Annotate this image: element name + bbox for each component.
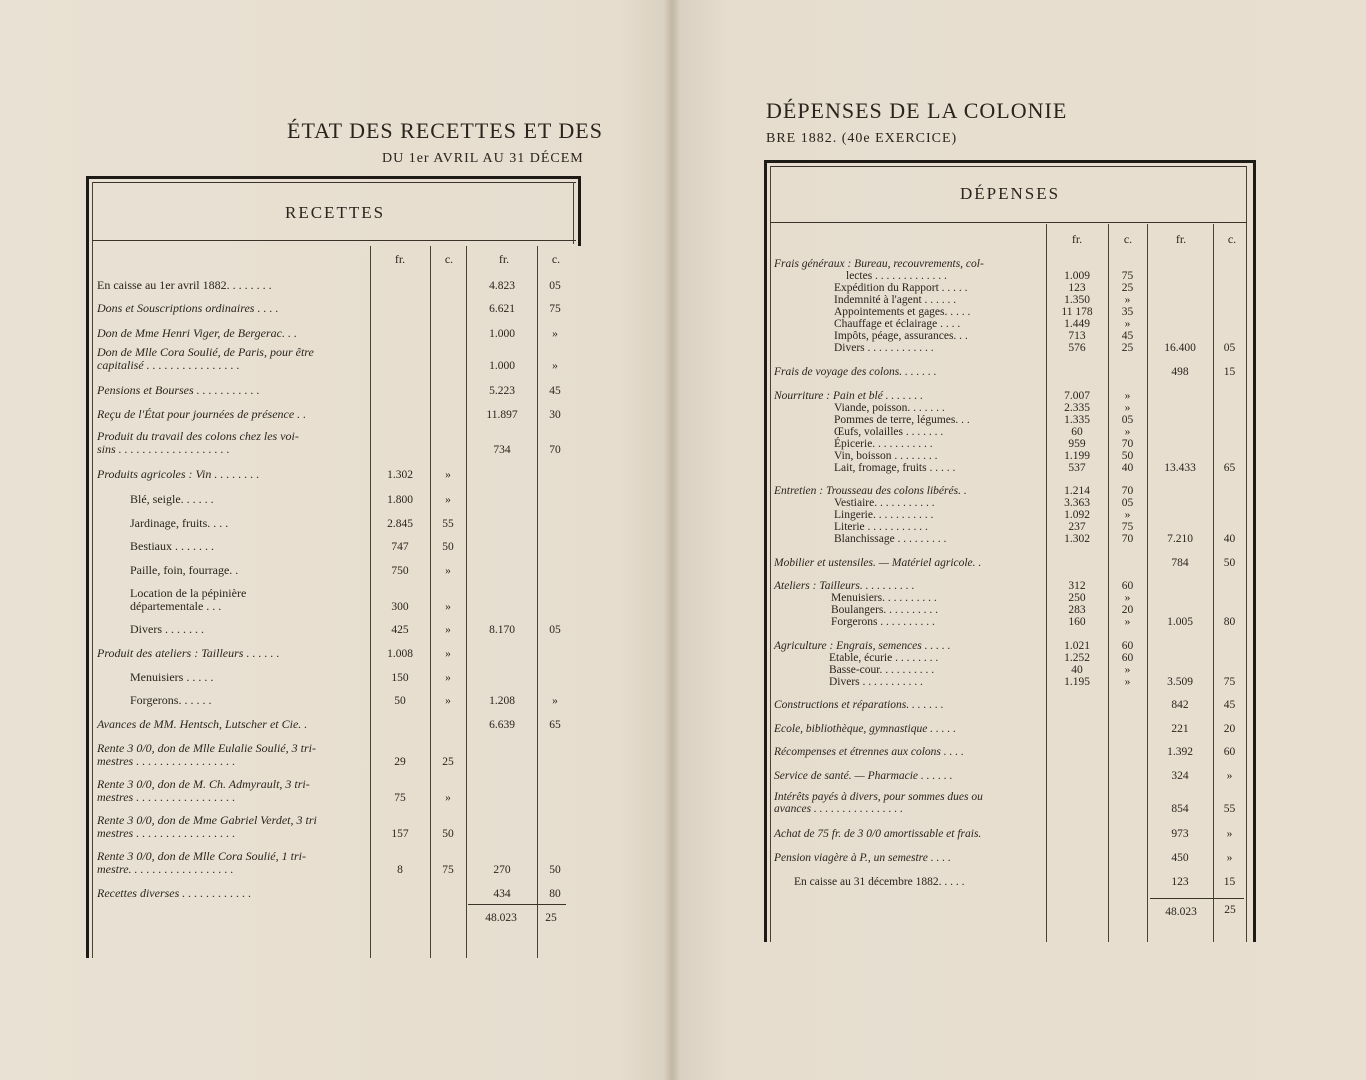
left-row-fr1: 157 — [391, 828, 409, 840]
right-row-label: Ecole, bibliothèque, gymnastique . . . . . — [774, 723, 957, 735]
left-row-fr1: 8 — [397, 864, 403, 876]
right-row-label: Chauffage et éclairage . . . . — [834, 318, 961, 330]
right-row-label: En caisse au 31 décembre 1882. . . . . — [794, 876, 965, 888]
right-row-c2: 80 — [1223, 616, 1236, 628]
right-row-c1: 60 — [1121, 652, 1134, 664]
left-row-label: capitalisé . . . . . . . . . . . . . . . . — [97, 358, 240, 372]
left-row-c1: 50 — [442, 828, 454, 840]
right-row-fr1: 1.092 — [1064, 509, 1090, 521]
left-row-label: Rente 3 0/0, don de Mlle Eulalie Soulié, 3 tri- — [97, 741, 316, 755]
left-row-label: En caisse au 1er avril 1882. . . . . . . . — [97, 278, 272, 292]
right-row-label: Basse-cour. . . . . . . . . . — [829, 664, 935, 676]
left-row-fr2: 434 — [493, 888, 511, 900]
right-row-fr1: 1.335 — [1064, 414, 1090, 426]
right-row-label: Récompenses et étrennes aux colons . . . . — [774, 746, 964, 758]
right-row-c2: » — [1226, 770, 1233, 782]
right-row-c2: 55 — [1223, 803, 1236, 815]
right-row-c1: 05 — [1121, 497, 1134, 509]
right-row-c2: 50 — [1223, 557, 1236, 569]
right-row-label: avances . . . . . . . . . . . . . . . . — [774, 803, 904, 815]
right-row-fr1: 11 178 — [1061, 306, 1093, 318]
left-row-c1: » — [445, 672, 451, 684]
left-row-fr1: 75 — [394, 792, 406, 804]
left-row-label: Forgerons. . . . . . — [130, 693, 212, 707]
depenses-total-rule — [1150, 898, 1244, 899]
right-row-c2: 45 — [1223, 699, 1236, 711]
left-row-c2: 05 — [549, 624, 561, 636]
left-row-fr2: 4.823 — [489, 280, 515, 292]
right-row-c1: 25 — [1121, 282, 1134, 294]
left-row-fr1: 1.302 — [387, 469, 413, 481]
right-row-label: Appointements et gages. . . . . — [834, 306, 971, 318]
recettes-col-c-2: c. — [551, 252, 561, 266]
left-row-fr2: 5.223 — [489, 385, 515, 397]
left-row-label: Menuisiers . . . . . — [130, 670, 214, 684]
right-row-fr1: 237 — [1068, 521, 1086, 533]
right-row-label: Frais de voyage des colons. . . . . . . — [774, 366, 937, 378]
left-row-fr1: 1.800 — [387, 494, 413, 506]
right-row-label: Mobilier et ustensiles. — Matériel agricole. . — [774, 557, 982, 569]
right-row-label: Service de santé. — Pharmacie . . . . . . — [774, 770, 953, 782]
right-row-fr1: 1.195 — [1064, 676, 1090, 688]
left-row-label: départementale . . . — [130, 599, 222, 613]
left-row-label: Reçu de l'État pour journées de présence . . — [97, 407, 307, 421]
left-row-c1: » — [445, 601, 451, 613]
right-row-label: Épicerie. . . . . . . . . . . — [834, 438, 933, 450]
right-row-fr2: 123 — [1171, 876, 1189, 888]
right-row-fr2: 16.400 — [1164, 342, 1196, 354]
right-row-fr2: 854 — [1171, 803, 1189, 815]
left-row-label: Produit des ateliers : Tailleurs . . . . . . — [97, 646, 280, 660]
recettes-inner-left-rule — [92, 182, 93, 958]
right-row-fr2: 450 — [1171, 852, 1189, 864]
right-row-label: Literie . . . . . . . . . . . — [834, 521, 928, 533]
right-row-fr2: 1.392 — [1167, 746, 1193, 758]
left-row-c2: 65 — [549, 719, 561, 731]
left-row-c2: » — [552, 328, 558, 340]
depenses-inner-left-rule — [770, 166, 771, 942]
left-row-fr1: 150 — [391, 672, 409, 684]
right-row-c1: 75 — [1121, 270, 1134, 282]
depenses-total-fr: 48.023 — [1165, 906, 1197, 918]
depenses-heading: DÉPENSES — [960, 184, 1061, 203]
right-row-fr1: 312 — [1068, 580, 1086, 592]
left-row-fr2: 1.000 — [489, 360, 515, 372]
depenses-col-c-1: c. — [1123, 232, 1133, 246]
right-row-c1: 05 — [1121, 414, 1134, 426]
right-row-c1: 70 — [1121, 485, 1134, 497]
left-row-fr2: 1.000 — [489, 328, 515, 340]
left-row-fr1: 750 — [391, 565, 409, 577]
left-row-c2: 50 — [549, 864, 561, 876]
left-row-c1: 50 — [442, 541, 454, 553]
right-title: DÉPENSES DE LA COLONIE — [766, 98, 1068, 123]
left-row-label: mestre. . . . . . . . . . . . . . . . . . — [97, 862, 234, 876]
left-row-label: Avances de MM. Hentsch, Lutscher et Cie. . — [97, 717, 308, 731]
left-row-c2: 45 — [549, 385, 561, 397]
right-row-label: Divers . . . . . . . . . . . — [829, 676, 923, 688]
right-row-fr1: 959 — [1068, 438, 1086, 450]
left-row-label: Produits agricoles : Vin . . . . . . . . — [97, 467, 260, 481]
right-row-c1: 75 — [1121, 521, 1134, 533]
left-row-label: Divers . . . . . . . — [130, 622, 204, 636]
left-row-c1: » — [445, 494, 451, 506]
right-row-label: Menuisiers. . . . . . . . . . — [831, 592, 937, 604]
left-row-label: Jardinage, fruits. . . . — [130, 516, 229, 530]
recettes-total-c: 25 — [545, 912, 557, 924]
right-row-fr1: 713 — [1068, 330, 1086, 342]
right-row-label: Entretien : Trousseau des colons libérés. . — [774, 485, 967, 497]
left-row-c2: 80 — [549, 888, 561, 900]
right-row-c2: 15 — [1223, 876, 1236, 888]
right-row-label: Viande, poisson. . . . . . . — [834, 402, 945, 414]
left-row-label: Paille, foin, fourrage. . — [130, 563, 239, 577]
right-row-c2: 60 — [1223, 746, 1236, 758]
left-row-c1: » — [445, 695, 451, 707]
right-row-label: Vin, boisson . . . . . . . . — [834, 450, 938, 462]
left-row-label: Rente 3 0/0, don de M. Ch. Admyrault, 3 tri- — [97, 777, 310, 791]
depenses-col-fr-2: fr. — [1175, 232, 1187, 246]
book-gutter — [664, 0, 680, 1080]
right-row-c2: » — [1226, 852, 1233, 864]
right-row-fr1: 160 — [1068, 616, 1086, 628]
right-row-fr1: 1.350 — [1064, 294, 1090, 306]
left-row-c2: » — [552, 360, 558, 372]
left-row-c2: 75 — [549, 303, 561, 315]
right-row-c2: » — [1226, 828, 1233, 840]
left-row-label: Don de Mlle Cora Soulié, de Paris, pour être — [97, 345, 314, 359]
right-row-label: Achat de 75 fr. de 3 0/0 amortissable et frais. — [774, 828, 982, 840]
right-row-label: Indemnité à l'agent . . . . . . — [834, 294, 957, 306]
right-row-c1: » — [1124, 294, 1131, 306]
right-row-c1: » — [1124, 318, 1131, 330]
right-row-c1: » — [1124, 390, 1131, 402]
recettes-total-rule — [468, 904, 566, 905]
right-row-fr1: 1.021 — [1064, 640, 1090, 652]
right-row-c1: » — [1124, 676, 1131, 688]
depenses-top-rule — [770, 166, 1247, 167]
recettes-col-rule-1 — [370, 246, 371, 958]
right-row-fr2: 498 — [1171, 366, 1189, 378]
right-row-c1: 25 — [1121, 342, 1134, 354]
left-row-label: mestres . . . . . . . . . . . . . . . . . — [97, 754, 236, 768]
right-row-c1: 20 — [1121, 604, 1134, 616]
depenses-col-rule-3 — [1147, 224, 1148, 942]
right-row-label: Boulangers. . . . . . . . . . — [831, 604, 939, 616]
left-row-c2: 30 — [549, 409, 561, 421]
right-row-label: Blanchissage . . . . . . . . . — [834, 533, 947, 545]
right-row-fr2: 3.509 — [1167, 676, 1193, 688]
right-row-fr1: 1.302 — [1064, 533, 1090, 545]
left-row-label: Pensions et Bourses . . . . . . . . . . . — [97, 383, 260, 397]
recettes-top-rule — [92, 182, 576, 183]
right-row-c2: 15 — [1223, 366, 1236, 378]
left-row-fr2: 6.639 — [489, 719, 515, 731]
depenses-col-rule-1 — [1046, 224, 1047, 942]
left-row-label: Bestiaux . . . . . . . — [130, 539, 214, 553]
recettes-col-rule-3 — [466, 246, 467, 958]
right-row-c2: 65 — [1223, 462, 1236, 474]
left-row-fr1: 2.845 — [387, 518, 413, 530]
right-row-fr1: 3.363 — [1064, 497, 1090, 509]
recettes-total-fr: 48.023 — [485, 912, 517, 924]
left-row-c1: » — [445, 648, 451, 660]
left-row-c1: 75 — [442, 864, 454, 876]
right-row-fr1: 60 — [1071, 426, 1083, 438]
right-row-c1: 60 — [1121, 580, 1134, 592]
right-row-c1: 50 — [1121, 450, 1134, 462]
recettes-heading: RECETTES — [285, 203, 386, 222]
left-row-c2: 70 — [549, 444, 561, 456]
left-subtitle: DU 1er AVRIL AU 31 DÉCEM — [382, 151, 584, 166]
right-row-label: Divers . . . . . . . . . . . . — [834, 342, 934, 354]
right-row-fr1: 40 — [1071, 664, 1083, 676]
right-row-c1: » — [1124, 664, 1131, 676]
right-row-c1: 45 — [1121, 330, 1134, 342]
right-row-fr2: 1.005 — [1167, 616, 1193, 628]
left-row-fr2: 270 — [493, 864, 511, 876]
right-row-label: Impôts, péage, assurances. . . — [834, 330, 968, 342]
right-row-label: Forgerons . . . . . . . . . . — [831, 616, 935, 628]
right-row-c2: 05 — [1223, 342, 1236, 354]
right-row-fr1: 1.214 — [1064, 485, 1090, 497]
right-row-fr1: 1.449 — [1064, 318, 1090, 330]
left-row-c1: 25 — [442, 756, 454, 768]
right-row-label: lectes . . . . . . . . . . . . . — [846, 270, 947, 282]
recettes-col-c-1: c. — [444, 252, 454, 266]
depenses-inner-right-rule — [1246, 166, 1247, 942]
left-row-fr1: 29 — [394, 756, 406, 768]
left-row-fr1: 300 — [391, 601, 409, 613]
right-row-label: Expédition du Rapport . . . . . — [834, 282, 968, 294]
left-row-label: Blé, seigle. . . . . . — [130, 492, 214, 506]
left-row-c1: 55 — [442, 518, 454, 530]
right-row-c1: 70 — [1121, 438, 1134, 450]
right-row-label: Lingerie. . . . . . . . . . . — [834, 509, 934, 521]
depenses-heading-rule — [770, 222, 1247, 223]
right-row-c2: 40 — [1223, 533, 1236, 545]
right-row-c1: 40 — [1121, 462, 1134, 474]
left-row-fr1: 425 — [391, 624, 409, 636]
right-row-c1: 35 — [1121, 306, 1134, 318]
left-row-c2: 05 — [549, 280, 561, 292]
right-row-label: Etable, écurie . . . . . . . . — [829, 652, 939, 664]
left-row-c1: » — [445, 565, 451, 577]
right-row-label: Intérêts payés à divers, pour sommes dues ou — [774, 791, 983, 803]
right-row-c1: » — [1124, 616, 1131, 628]
right-row-label: Lait, fromage, fruits . . . . . — [834, 462, 956, 474]
right-row-fr1: 7.007 — [1064, 390, 1090, 402]
right-row-label: Ateliers : Tailleurs. . . . . . . . . . — [774, 580, 915, 592]
left-row-label: Rente 3 0/0, don de Mlle Cora Soulié, 1 tri- — [97, 849, 306, 863]
recettes-col-fr-2: fr. — [498, 252, 510, 266]
left-row-fr1: 50 — [394, 695, 406, 707]
right-row-label: Agriculture : Engrais, semences . . . . . — [774, 640, 951, 652]
right-row-fr2: 973 — [1171, 828, 1189, 840]
right-row-fr1: 123 — [1068, 282, 1086, 294]
right-row-label: Vestiaire. . . . . . . . . . . — [834, 497, 935, 509]
right-row-fr2: 13.433 — [1164, 462, 1196, 474]
right-row-c1: 70 — [1121, 533, 1134, 545]
right-row-fr2: 784 — [1171, 557, 1189, 569]
left-row-label: Recettes diverses . . . . . . . . . . . . — [97, 886, 252, 900]
right-row-fr1: 1.009 — [1064, 270, 1090, 282]
left-row-fr1: 1.008 — [387, 648, 413, 660]
right-row-fr2: 324 — [1171, 770, 1189, 782]
right-row-fr1: 1.252 — [1064, 652, 1090, 664]
right-row-fr2: 221 — [1171, 723, 1189, 735]
right-row-fr1: 283 — [1068, 604, 1086, 616]
right-row-label: Frais généraux : Bureau, recouvrements, col- — [774, 258, 984, 270]
left-row-c1: » — [445, 792, 451, 804]
right-row-fr1: 1.199 — [1064, 450, 1090, 462]
left-row-label: Produit du travail des colons chez les voi- — [97, 429, 299, 443]
left-row-c1: » — [445, 624, 451, 636]
recettes-inner-right-rule — [573, 182, 574, 244]
left-row-fr2: 734 — [493, 444, 511, 456]
depenses-col-c-2: c. — [1227, 232, 1237, 246]
right-row-label: Constructions et réparations. . . . . . . — [774, 699, 944, 711]
left-title: ÉTAT DES RECETTES ET DES — [287, 118, 603, 143]
right-row-c1: 60 — [1121, 640, 1134, 652]
left-row-label: mestres . . . . . . . . . . . . . . . . . — [97, 790, 236, 804]
left-row-fr2: 8.170 — [489, 624, 515, 636]
left-row-label: mestres . . . . . . . . . . . . . . . . . — [97, 826, 236, 840]
depenses-table — [764, 160, 1256, 942]
right-row-c1: » — [1124, 426, 1131, 438]
left-row-fr2: 1.208 — [489, 695, 515, 707]
right-row-fr2: 842 — [1171, 699, 1189, 711]
left-row-label: Location de la pépinière — [130, 586, 247, 600]
right-row-fr2: 7.210 — [1167, 533, 1193, 545]
right-row-label: Œufs, volailles . . . . . . . — [834, 426, 944, 438]
left-row-c1: » — [445, 469, 451, 481]
right-row-fr1: 576 — [1068, 342, 1086, 354]
left-row-label: Don de Mme Henri Viger, de Bergerac. . . — [97, 326, 297, 340]
right-row-c1: » — [1124, 509, 1131, 521]
left-row-label: sins . . . . . . . . . . . . . . . . . . . — [97, 442, 230, 456]
right-row-c2: 75 — [1223, 676, 1236, 688]
right-row-fr1: 250 — [1068, 592, 1086, 604]
right-subtitle: BRE 1882. (40e EXERCICE) — [766, 131, 958, 146]
left-row-label: Rente 3 0/0, don de Mme Gabriel Verdet, 3 tri — [97, 813, 317, 827]
left-row-fr2: 11.897 — [486, 409, 518, 421]
left-row-c2: » — [552, 695, 558, 707]
right-row-label: Pension viagère à P., un semestre . . . . — [774, 852, 951, 864]
recettes-heading-rule — [92, 240, 576, 241]
recettes-col-fr-1: fr. — [394, 252, 406, 266]
left-row-label: Dons et Souscriptions ordinaires . . . . — [97, 301, 279, 315]
depenses-total-c: 25 — [1224, 904, 1236, 916]
right-row-c1: » — [1124, 402, 1131, 414]
recettes-col-rule-4 — [537, 246, 538, 958]
right-row-label: Nourriture : Pain et blé . . . . . . . — [774, 390, 924, 402]
right-row-fr1: 537 — [1068, 462, 1086, 474]
left-row-fr2: 6.621 — [489, 303, 515, 315]
depenses-col-fr-1: fr. — [1071, 232, 1083, 246]
right-row-c2: 20 — [1223, 723, 1236, 735]
right-row-c1: » — [1124, 592, 1131, 604]
right-row-label: Pommes de terre, légumes. . . — [834, 414, 970, 426]
left-row-fr1: 747 — [391, 541, 409, 553]
right-row-fr1: 2.335 — [1064, 402, 1090, 414]
